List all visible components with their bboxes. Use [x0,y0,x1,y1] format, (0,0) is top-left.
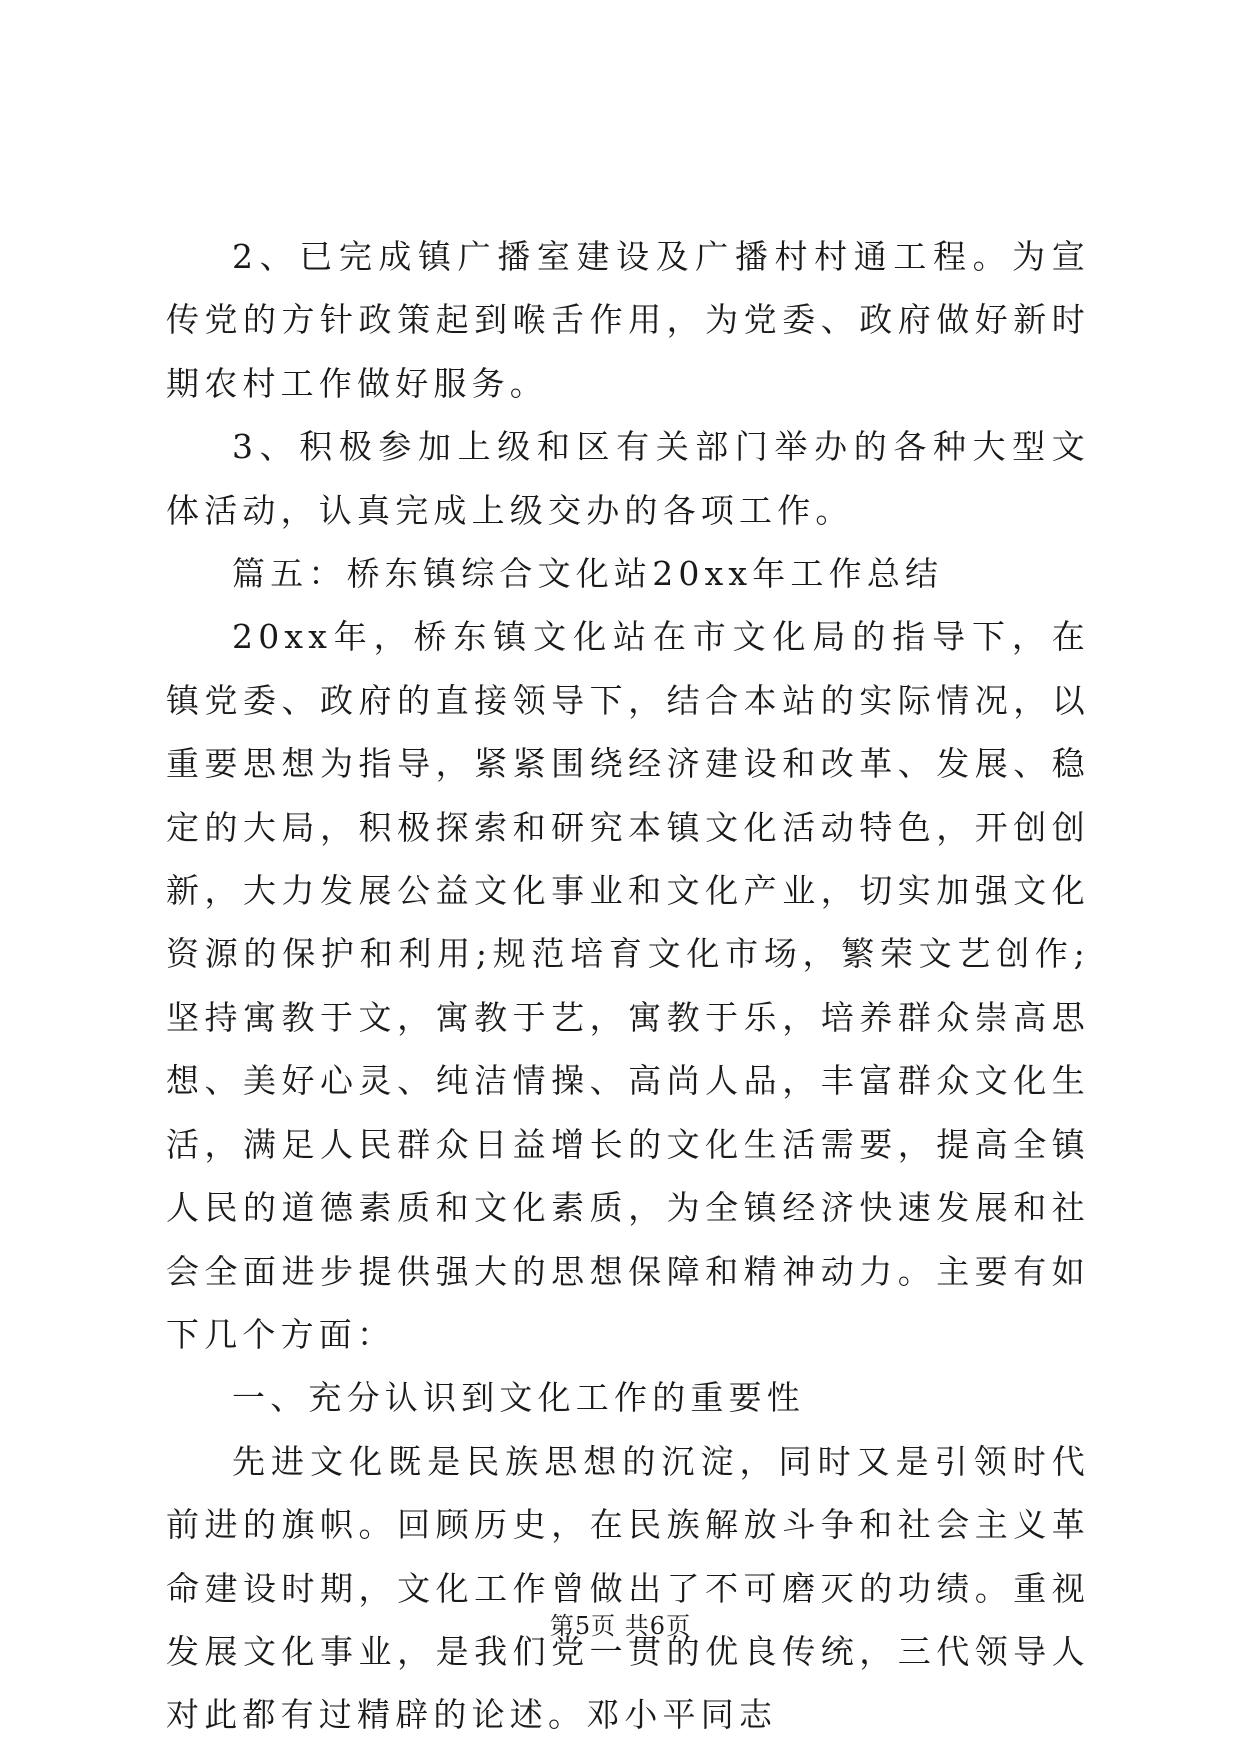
section-heading-part-five: 篇五：桥东镇综合文化站20xx年工作总结 [232,554,944,594]
paragraph-item-2: 2、已完成镇广播室建设及广播村村通工程。为宣传党的方针政策起到喉舌作用，为党委、政府做好新时期农村工作做好服务。 [166,237,1090,403]
document-body [166,225,1090,1747]
page-footer [0,1611,1241,1641]
paragraph-advanced-culture: 先进文化既是民族思想的沉淀，同时又是引领时代前进的旗帜。回顾历史，在民族解放斗争和社会主义革命建设时期，文化工作曾做出了不可磨灭的功绩。重视发展文化事业，是我们党一贯的优良传统，三代领导人对此都有过精辟的论述。邓小平同志 [166,1441,1090,1735]
page-number-label: 第5页 共6页 [549,1612,692,1640]
section-heading-one: 一、充分认识到文化工作的重要性 [232,1378,805,1418]
paragraph-summary-intro: 20xx年，桥东镇文化站在市文化局的指导下，在镇党委、政府的直接领导下，结合本站的实际情况，以重要思想为指导，紧紧围绕经济建设和改革、发展、稳定的大局，积极探索和研究本镇文化活动特色，开创创新，大力发展公益文化事业和文化产业，切实加强文化资源的保护和利用;规范培育文化市场，繁荣文艺创作;坚持寓教于文，寓教于艺，寓教于乐，培养群众崇高思想、美好心灵、纯洁情操、高尚人品，丰富群众文化生活，满足人民群众日益增长的文化生活需要，提高全镇人民的道德素质和文化素质，为全镇经济快速发展和社会全面进步提供强大的思想保障和精神动力。主要有如下几个方面： [166,617,1090,1354]
paragraph-item-3: 3、积极参加上级和区有关部门举办的各种大型文体活动，认真完成上级交办的各项工作。 [166,427,1090,530]
